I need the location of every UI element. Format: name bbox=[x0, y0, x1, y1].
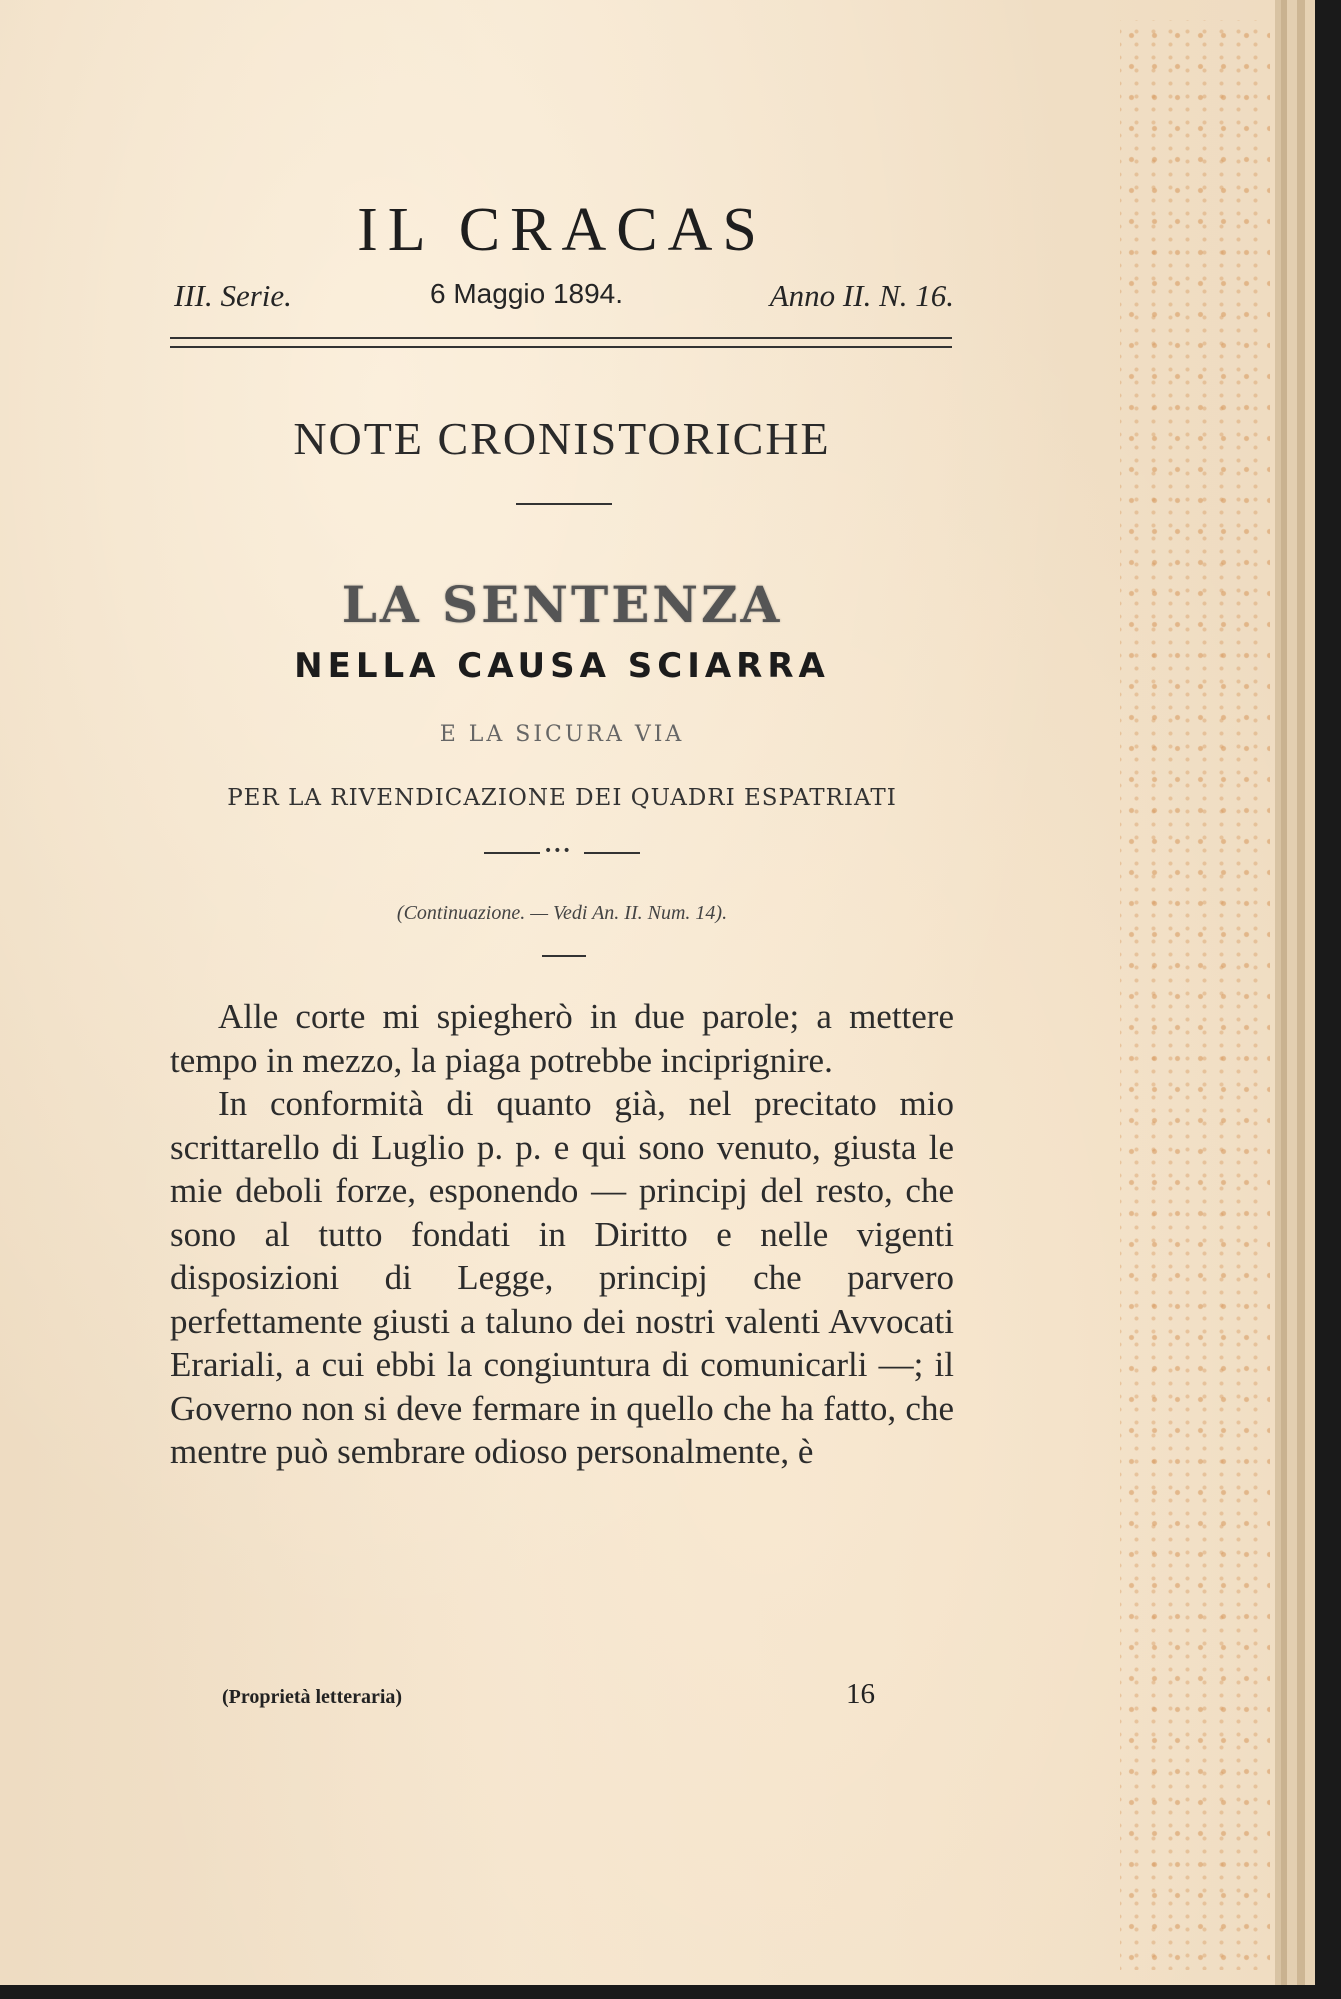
ornamental-divider bbox=[484, 843, 640, 859]
headline-tail: PER LA RIVENDICAZIONE DEI QUADRI ESPATRIATI bbox=[227, 785, 897, 811]
ornament-line-right bbox=[584, 852, 640, 854]
article-paragraph-1: Alle corte mi spiegherò in due parole; a mettere tempo in mezzo, la piaga potrebbe inciprignire. bbox=[170, 997, 954, 1080]
issue-serie: III. Serie. bbox=[174, 278, 292, 313]
foxing-stains bbox=[1120, 20, 1270, 1970]
headline-connector: E LA SICURA VIA bbox=[439, 722, 685, 747]
issue-date: 6 Maggio 1894. bbox=[430, 278, 624, 309]
masthead-title: IL CRACAS bbox=[357, 196, 767, 264]
ornament-dots: ••• bbox=[544, 843, 572, 859]
headline-main: LA SENTENZA bbox=[341, 575, 783, 634]
copyright-notice: (Proprietà letteraria) bbox=[222, 1686, 403, 1708]
issue-number: Anno II. N. 16. bbox=[769, 278, 954, 313]
masthead-double-rule bbox=[170, 337, 952, 348]
continuation-note: (Continuazione. — Vedi An. II. Num. 14). bbox=[396, 902, 728, 924]
section-title: NOTE CRONISTORICHE bbox=[293, 413, 831, 464]
section-divider bbox=[516, 503, 612, 505]
continuation-divider bbox=[542, 955, 586, 957]
article-paragraph-2: In conformità di quanto già, nel precitato mio scrittarello di Luglio p. p. e qui sono venuto, giusta le mie deboli forze, esponendo — principj del resto, che sono al tutto fondati in Diritto e nelle vigenti disposizioni di Legge, principj che parvero perfettamente giusti a taluno dei nostri valenti Avvocati Erariali, a cui ebbi la congiuntura di comunicarli —; il Governo non si deve fermare in quello che ha fatto, che mentre può sembrare odioso personalmente, è bbox=[170, 1084, 954, 1471]
page-number: 16 bbox=[846, 1678, 875, 1710]
headline-sub: NELLA CAUSA SCIARRA bbox=[294, 646, 830, 686]
ornament-line-left bbox=[484, 852, 540, 854]
article-body bbox=[170, 995, 954, 1474]
